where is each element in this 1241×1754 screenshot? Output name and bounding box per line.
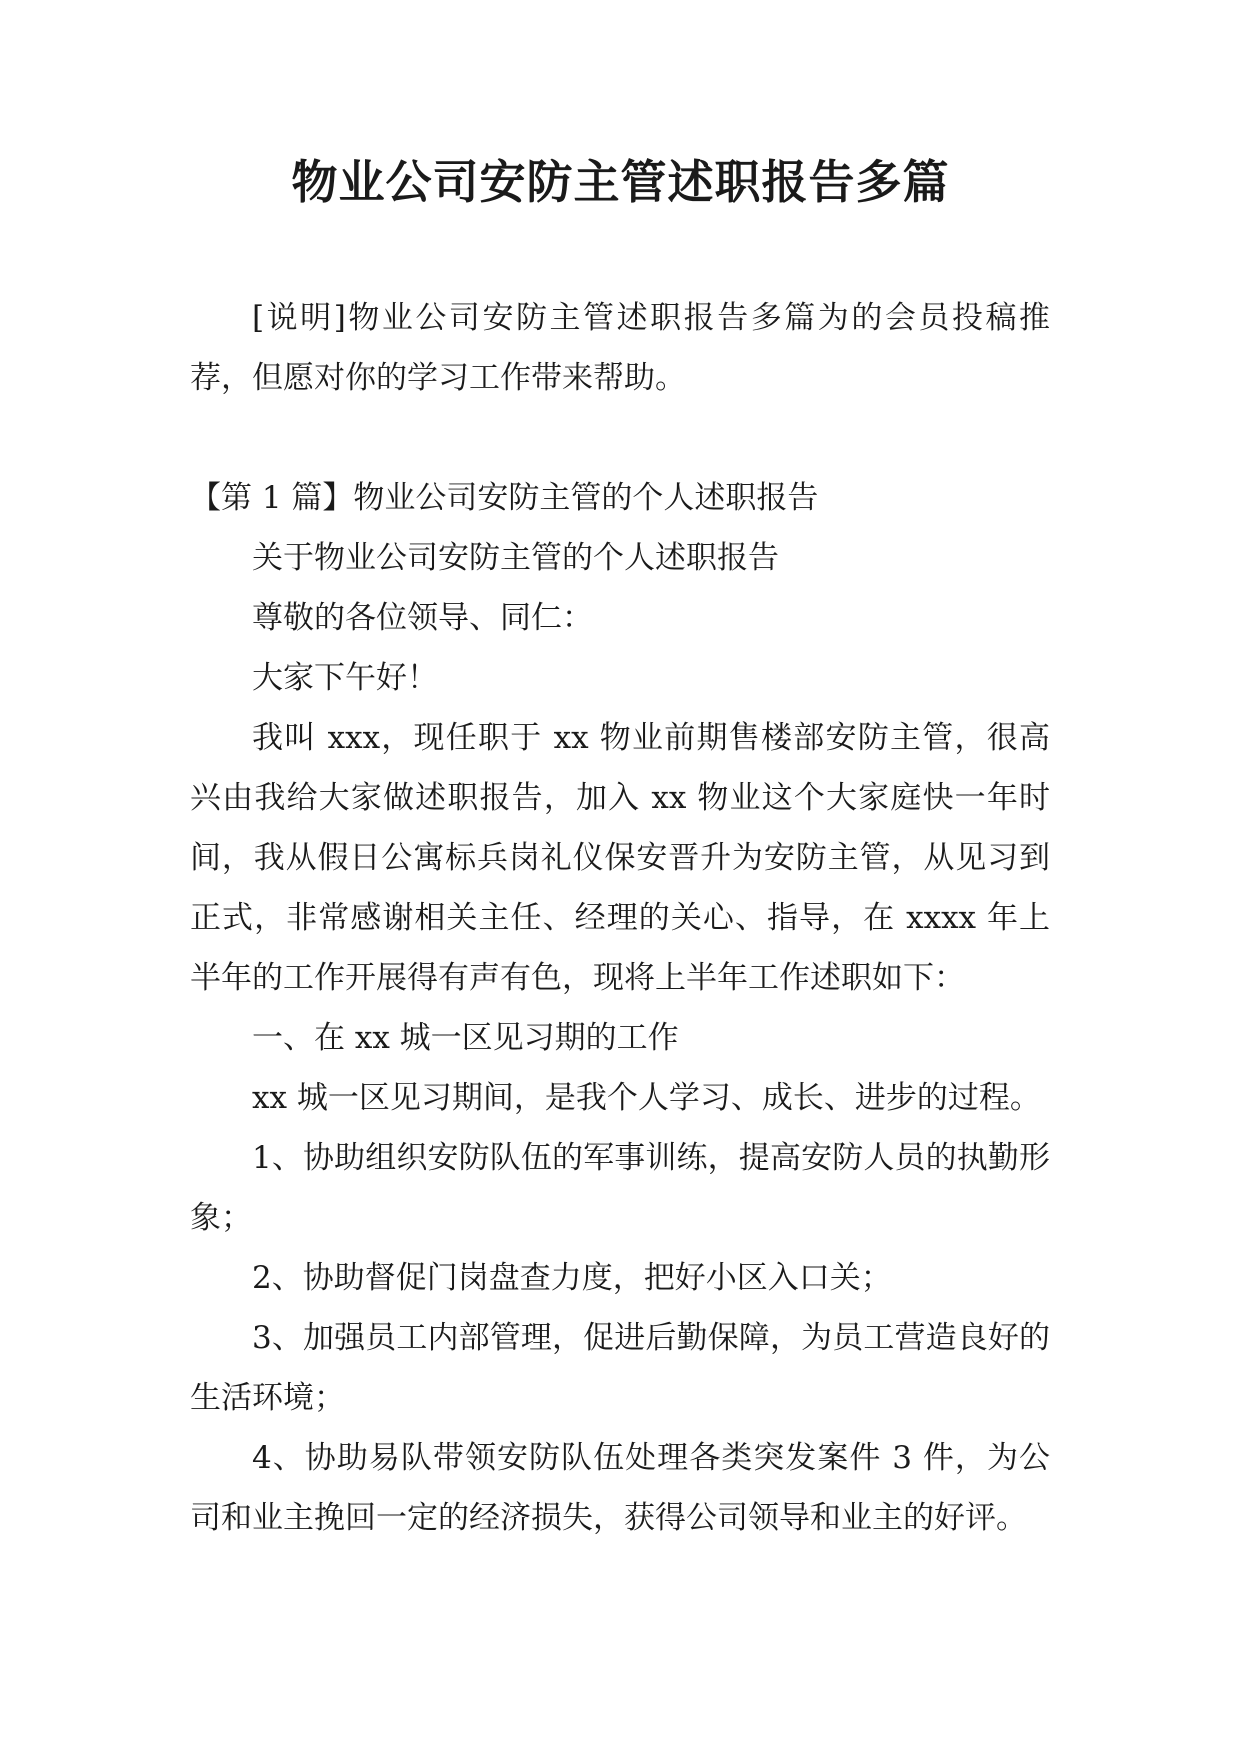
list-item-1: 1、协助组织安防队伍的军事训练，提高安防人员的执勤形象； — [190, 1140, 1050, 1236]
document-body — [190, 288, 1050, 1548]
paragraph-report-title: 关于物业公司安防主管的个人述职报告 — [252, 540, 779, 576]
section-heading: 【第 1 篇】物业公司安防主管的个人述职报告 — [190, 480, 819, 516]
paragraph-greeting: 大家下午好！ — [252, 660, 438, 696]
spacer — [190, 408, 1050, 468]
paragraph-salutation: 尊敬的各位领导、同仁： — [252, 600, 593, 636]
paragraph-introduction: 我叫 xxx，现任职于 xx 物业前期售楼部安防主管，很高兴由我给大家做述职报告，加入 xx 物业这个大家庭快一年时间，我从假日公寓标兵岗礼仪保安晋升为安防主管，从见习到正式，非常感谢相关主任、经理的关心、指导，在 xxxx 年上半年的工作开展得有声有色，现将上半年工作述职如下： — [190, 720, 1050, 996]
document-title: 物业公司安防主管述职报告多篇 — [291, 155, 950, 209]
intro-paragraph: [说明]物业公司安防主管述职报告多篇为的会员投稿推荐，但愿对你的学习工作带来帮助。 — [190, 300, 1050, 396]
list-item-4: 4、协助易队带领安防队伍处理各类突发案件 3 件，为公司和业主挽回一定的经济损失，获得公司领导和业主的好评。 — [190, 1440, 1050, 1536]
list-item-3: 3、加强员工内部管理，促进后勤保障，为员工营造良好的生活环境； — [190, 1320, 1050, 1416]
list-item-2: 2、协助督促门岗盘查力度，把好小区入口关； — [252, 1260, 892, 1296]
paragraph-subheading: 一、在 xx 城一区见习期的工作 — [252, 1020, 679, 1056]
paragraph-summary: xx 城一区见习期间，是我个人学习、成长、进步的过程。 — [252, 1080, 1041, 1116]
